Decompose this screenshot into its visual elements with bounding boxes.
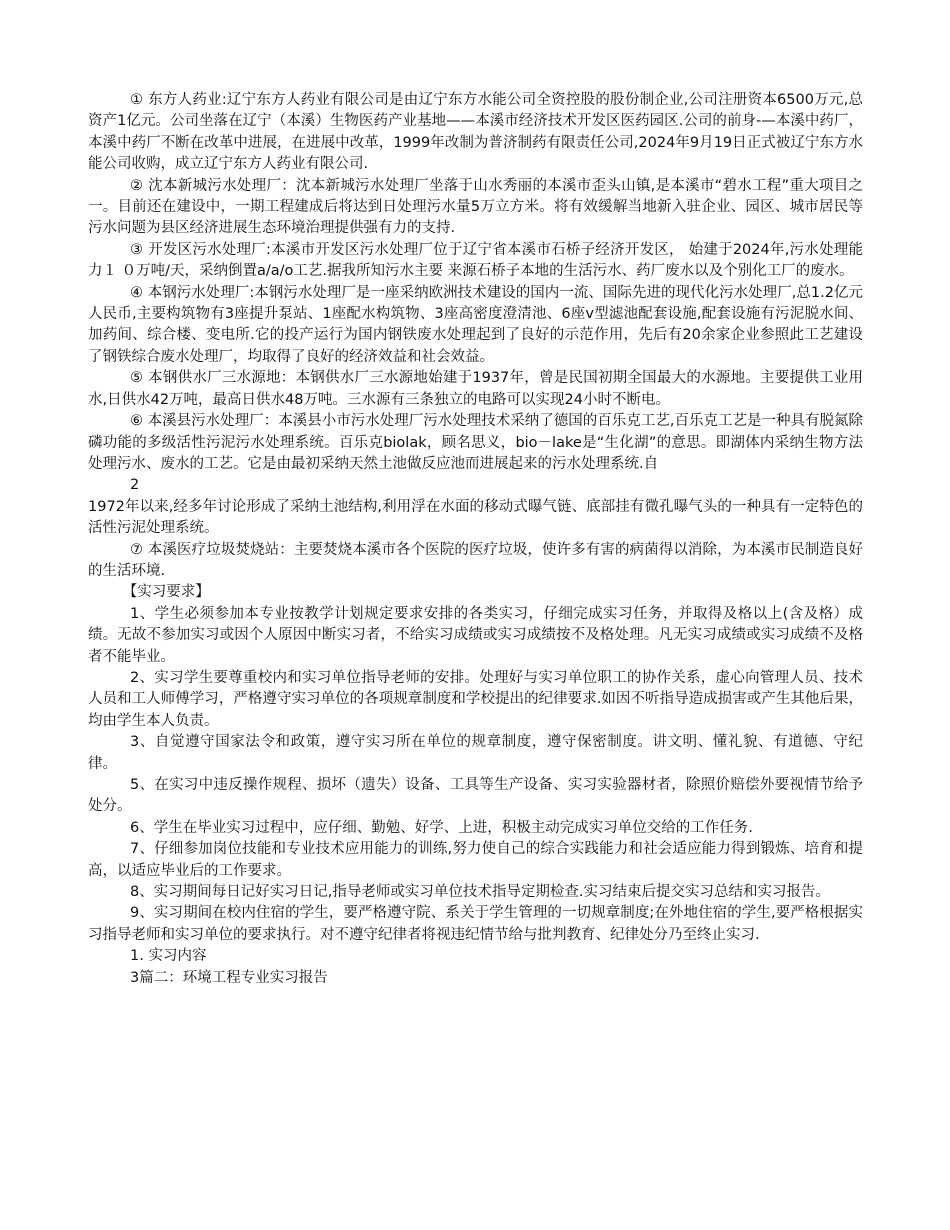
paragraph-dongfangren-pharma: ① 东方人药业:辽宁东方人药业有限公司是由辽宁东方水能公司全资控股的股份制企业,公司注册资本6500万元,总资产1亿元。公司坐落在辽宁（本溪）生物医药产业基地——本溪市经济技术开发区医药园区.公司的前身-—本溪中药厂，本溪中药厂不断在改革中进展，在进展中改革，1999年改制为普济制药有限责任公司,2024年9月19日正式被辽宁东方水能公司收购，成立辽宁东方人药业有限公司. [88,92,863,173]
paragraph-benxi-county-wastewater: ⑥ 本溪县污水处理厂：本溪县小市污水处理厂污水处理技术采纳了德国的百乐克工艺,百乐克工艺是一种具有脱氮除磷功能的多级活性污泥污水处理系统。百乐克biolak，顾名思义，bio－lake是“生化湖”的意思。即湖体内采纳生物方法处理污水、废水的工艺。它是由最初采纳天然土池做反应池而进展起来的污水处理系统.自 [88,413,863,472]
requirement-item-5: 5、在实习中违反操作规程、损坏（遗失）设备、工具等生产设备、实习实验器材者，除照价赔偿外要视情节给予处分。 [88,777,863,815]
subheading-internship-content: 1. 实习内容 [130,948,207,965]
requirement-item-9: 9、实习期间在校内住宿的学生，要严格遵守院、系关于学生管理的一切规章制度;在外地住宿的学生,要严格根据实习指导老师和实习单位的要求执行。对不遵守纪律者将视违纪情节给与批判教育、纪律处分乃至终止实习. [88,905,863,943]
requirement-item-7: 7、仔细参加岗位技能和专业技术应用能力的训练,努力使自己的综合实践能力和社会适应能力得到锻炼、培育和提高，以适应毕业后的工作要求。 [88,841,863,879]
requirement-item-6: 6、学生在毕业实习过程中，应仔细、勤勉、好学、上进，积极主动完成实习单位交给的工作任务. [130,819,753,836]
subheading-part-two-title: 3篇二：环境工程专业实习报告 [130,969,328,986]
requirement-item-2: 2、实习学生要尊重校内和实习单位指导老师的安排。处理好与实习单位职工的协作关系，虚心向管理人员、技术人员和工人师傅学习，严格遵守实习单位的各项规章制度和学校提出的纪律要求.如因不听指导造成损害或产生其他后果，均由学生本人负责。 [88,669,863,729]
paragraph-shenben-wastewater: ② 沈本新城污水处理厂：沈本新城污水处理厂坐落于山水秀丽的本溪市歪头山镇,是本溪市“碧水工程”重大项目之一。目前还在建设中，一期工程建成后将达到日处理污水量5万立方米。将有效缓解当地新入驻企业、园区、城市居民等污水问题为县区经济进展生态环境治理提供强有力的支持. [88,177,863,237]
paragraph-medical-waste-incinerator: ⑦ 本溪医疗垃圾焚烧站：主要焚烧本溪市各个医院的医疗垃圾，使许多有害的病菌得以消除，为本溪市民制造良好的生活环境. [88,541,863,579]
requirement-item-1: 1、学生必须参加本专业按教学计划规定要求安排的各类实习，仔细完成实习任务，并取得及格以上(含及格）成绩。无故不参加实习或因个人原因中断实习者，不给实习成绩或实习成绩按不及格处理。凡无实习成绩或实习成绩不及格者不能毕业。 [88,605,863,665]
section-heading-requirements: 【实习要求】 [122,584,210,601]
paragraph-development-zone-wastewater: ③ 开发区污水处理厂:本溪市开发区污水处理厂位于辽宁省本溪市石桥子经济开发区， 始建于2024年,污水处理能力１ ０万吨/天，采纳倒置a/a/o工艺.据我所知污水主要 来源石桥子本地的生活污水、药厂废水以及个别化工厂的废水。 [88,241,863,280]
document-body [88,90,863,989]
paragraph-bengang-wastewater: ④ 本钢污水处理厂:本钢污水处理厂是一座采纳欧洲技术建设的国内一流、国际先进的现代化污水处理厂,总1.2亿元人民币,主要构筑物有3座提升泵站、1座配水构筑物、3座高密度澄清池、6座v型滤池配套设施,配套设施有污泥脱水间、加药间、综合楼、变电所.它的投产运行为国内钢铁废水处理起到了良好的示范作用，先后有20余家企业参照此工艺建设了钢铁综合废水处理厂，均取得了良好的经济效益和社会效益。 [88,284,863,365]
paragraph-bengang-water-source: ⑤ 本钢供水厂三水源地：本钢供水厂三水源地始建于1937年，曾是民国初期全国最大的水源地。主要提供工业用水,日供水42万吨，最高日供水48万吨。三水源有三条独立的电路可以实现24小时不断电。 [88,370,863,408]
page-number: 2 [130,477,140,494]
requirement-item-3: 3、自觉遵守国家法令和政策，遵守实习所在单位的规章制度，遵守保密制度。讲文明、懂礼貌、有道德、守纪律。 [88,734,863,772]
paragraph-continuation-1972: 1972年以来,经多年讨论形成了采纳土池结构,利用浮在水面的移动式曝气链、底部挂有微孔曝气头的一种具有一定特色的活性污泥处理系统。 [88,498,863,537]
requirement-item-8: 8、实习期间每日记好实习日记,指导老师或实习单位技术指导定期检查.实习结束后提交实习总结和实习报告。 [130,884,830,901]
